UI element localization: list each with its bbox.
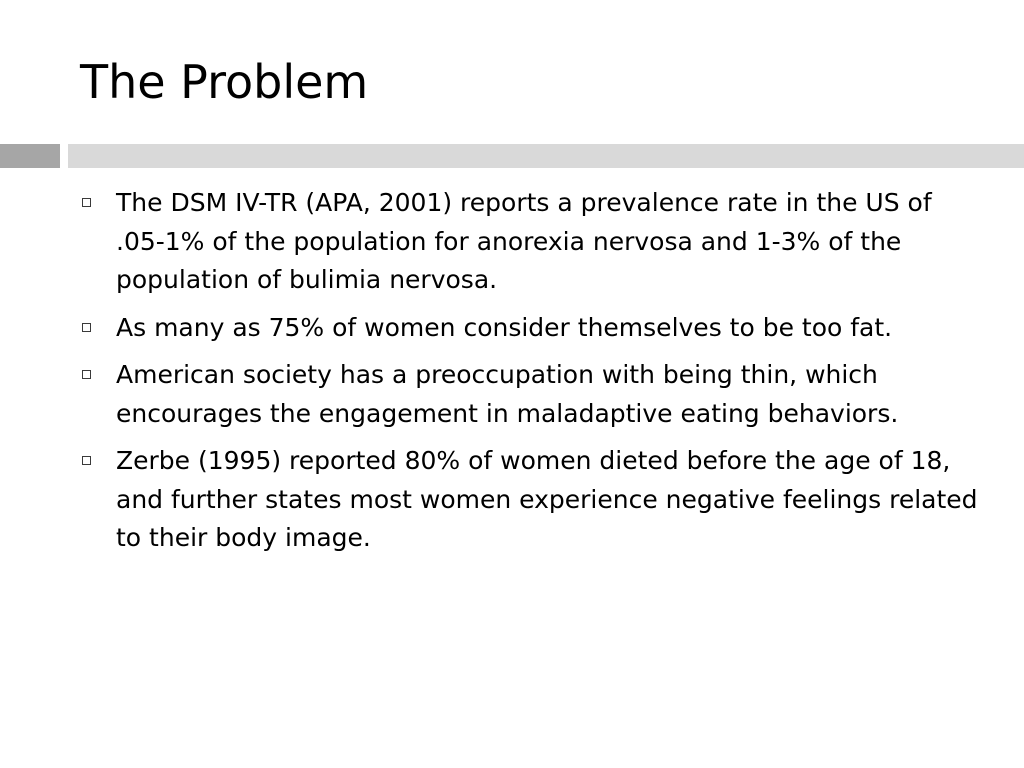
slide-title: The Problem xyxy=(80,55,369,109)
bullet-item xyxy=(80,309,980,348)
bullet-item xyxy=(80,356,980,433)
bullet-item xyxy=(80,184,980,300)
hollow-square-bullet-icon xyxy=(82,198,91,207)
bullet-text: Zerbe (1995) reported 80% of women dieted before the age of 18, and further states most women experience negative feelings related to their body image. xyxy=(116,446,978,552)
bullet-text: The DSM IV-TR (APA, 2001) reports a prevalence rate in the US of .05-1% of the population for anorexia nervosa and 1-3% of the population of bulimia nervosa. xyxy=(116,188,932,294)
bullet-item xyxy=(80,442,980,558)
bullet-text: American society has a preoccupation with being thin, which encourages the engagement in maladaptive eating behaviors. xyxy=(116,360,899,428)
bullet-list xyxy=(80,184,980,567)
title-rule-accent xyxy=(0,144,60,168)
hollow-square-bullet-icon xyxy=(82,456,91,465)
bullet-text: As many as 75% of women consider themselves to be too fat. xyxy=(116,312,893,342)
title-rule-bar xyxy=(68,144,1024,168)
hollow-square-bullet-icon xyxy=(82,323,91,332)
hollow-square-bullet-icon xyxy=(82,370,91,379)
